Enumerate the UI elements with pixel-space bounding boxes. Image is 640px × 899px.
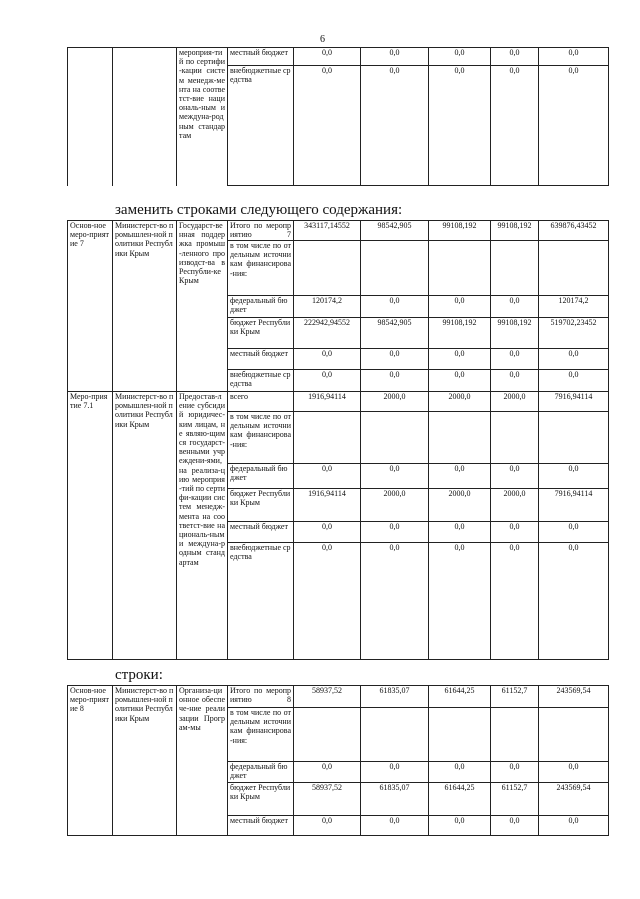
value-cell: 0,0 <box>429 522 491 543</box>
value-cell: 120174,2 <box>539 296 609 318</box>
funding-source: в том числе по отдельным источникам финансирова-ния: <box>228 708 294 762</box>
value-cell: 7916,94114 <box>539 392 609 412</box>
value-cell: 0,0 <box>361 296 429 318</box>
value-cell: 0,0 <box>491 522 539 543</box>
value-cell: 0,0 <box>539 370 609 392</box>
value-cell: 0,0 <box>491 464 539 489</box>
funding-source: местный бюджет <box>228 349 294 370</box>
value-cell: 2000,0 <box>429 489 491 522</box>
value-cell: 0,0 <box>361 370 429 392</box>
value-cell: 61152,7 <box>491 783 539 816</box>
value-cell: 0,0 <box>491 543 539 660</box>
value-cell: 0,0 <box>294 370 361 392</box>
measure-code: Основ-ное меро-приятие 7 <box>68 221 113 392</box>
measure-executor: Министерст-во промышлен-ной политики Республики Крым <box>113 392 177 660</box>
measure-executor: Министерст-во промышлен-ной политики Республики Крым <box>113 686 177 836</box>
value-cell: 0,0 <box>361 816 429 836</box>
replace-heading: заменить строками следующего содержания: <box>115 202 403 218</box>
value-cell: 0,0 <box>491 48 539 66</box>
value-cell: 0,0 <box>539 66 609 186</box>
value-cell: 0,0 <box>294 522 361 543</box>
value-cell: 2000,0 <box>491 489 539 522</box>
funding-source: внебюджетные средства <box>228 543 294 660</box>
funding-source: в том числе по отдельным источникам финансирова-ния: <box>228 241 294 296</box>
value-cell: 0,0 <box>429 370 491 392</box>
value-cell: 0,0 <box>429 464 491 489</box>
value-cell: 2000,0 <box>429 392 491 412</box>
value-cell: 0,0 <box>294 48 361 66</box>
value-cell: 2000,0 <box>361 392 429 412</box>
funding-source: федеральный бюджет <box>228 464 294 489</box>
funding-source: Итого по мероприятию 8 <box>228 686 294 708</box>
value-cell: 0,0 <box>429 543 491 660</box>
value-cell: 0,0 <box>294 762 361 783</box>
value-cell: 98542,905 <box>361 221 429 241</box>
funding-source: местный бюджет <box>228 48 294 66</box>
measure-content: Государст-венная поддержка промыш-ленного производст-ва в Республи-ке Крым <box>177 221 228 392</box>
rows-table <box>67 685 609 836</box>
value-cell: 0,0 <box>539 543 609 660</box>
value-cell: 0,0 <box>361 762 429 783</box>
value-cell: 58937,52 <box>294 783 361 816</box>
value-cell: 0,0 <box>429 762 491 783</box>
value-cell: 0,0 <box>429 66 491 186</box>
value-cell: 0,0 <box>491 296 539 318</box>
table-row <box>68 392 609 412</box>
value-cell: 0,0 <box>491 816 539 836</box>
table-row <box>68 221 609 241</box>
value-cell: 0,0 <box>539 48 609 66</box>
value-cell: 0,0 <box>294 464 361 489</box>
value-cell: 0,0 <box>429 48 491 66</box>
value-cell: 0,0 <box>491 370 539 392</box>
value-cell: 243569,54 <box>539 783 609 816</box>
funding-source: федеральный бюджет <box>228 762 294 783</box>
funding-source: федеральный бюджет <box>228 296 294 318</box>
funding-source: бюджет Республики Крым <box>228 318 294 349</box>
value-cell: 0,0 <box>539 522 609 543</box>
value-cell: 222942,94552 <box>294 318 361 349</box>
value-cell: 1916,94114 <box>294 489 361 522</box>
funding-source: местный бюджет <box>228 522 294 543</box>
funding-source: бюджет Республики Крым <box>228 783 294 816</box>
value-cell: 120174,2 <box>294 296 361 318</box>
measure-content: мероприя-тий по сертифи-кации систем менедж-мента на соответст-вие националь-ным и междуна-родным стандартам <box>177 48 228 186</box>
value-cell: 0,0 <box>539 349 609 370</box>
value-cell: 58937,52 <box>294 686 361 708</box>
value-cell: 0,0 <box>491 66 539 186</box>
value-cell: 61644,25 <box>429 686 491 708</box>
value-cell: 243569,54 <box>539 686 609 708</box>
replacement-table <box>67 220 609 660</box>
value-cell: 2000,0 <box>361 489 429 522</box>
value-cell: 99108,192 <box>491 318 539 349</box>
value-cell: 1916,94114 <box>294 392 361 412</box>
funding-source: всего <box>228 392 294 412</box>
value-cell: 99108,192 <box>491 221 539 241</box>
value-cell: 99108,192 <box>429 221 491 241</box>
value-cell: 99108,192 <box>429 318 491 349</box>
page-number: 6 <box>320 34 325 45</box>
value-cell: 0,0 <box>294 543 361 660</box>
funding-source: внебюджетные средства <box>228 66 294 186</box>
value-cell: 0,0 <box>361 522 429 543</box>
value-cell: 0,0 <box>491 762 539 783</box>
value-cell: 7916,94114 <box>539 489 609 522</box>
value-cell: 0,0 <box>539 816 609 836</box>
fragment-table <box>67 47 609 186</box>
value-cell: 0,0 <box>361 464 429 489</box>
value-cell: 0,0 <box>294 66 361 186</box>
value-cell: 0,0 <box>294 816 361 836</box>
value-cell: 61644,25 <box>429 783 491 816</box>
measure-code: Основ-ное меро-приятие 8 <box>68 686 113 836</box>
value-cell: 0,0 <box>539 464 609 489</box>
measure-executor: Министерст-во промышлен-ной политики Республики Крым <box>113 221 177 392</box>
value-cell: 0,0 <box>361 349 429 370</box>
value-cell: 0,0 <box>429 296 491 318</box>
measure-content: Предостав-ление субсидий юридичес-ким лицам, не являю-щимся государст-венными учреждени-ями, на реализа-цию мероприя-тий по сертифи-кации систем менедж-мента на соответст-вие националь-ным и междуна-родным стандартам <box>177 392 228 660</box>
value-cell: 0,0 <box>361 543 429 660</box>
value-cell: 0,0 <box>361 48 429 66</box>
value-cell: 343117,14552 <box>294 221 361 241</box>
value-cell: 0,0 <box>429 349 491 370</box>
funding-source: бюджет Республики Крым <box>228 489 294 522</box>
value-cell: 0,0 <box>361 66 429 186</box>
funding-source: внебюджетные средства <box>228 370 294 392</box>
measure-content: Организа-ционное обеспече-ние реализации Програм-мы <box>177 686 228 836</box>
value-cell: 2000,0 <box>491 392 539 412</box>
rows-heading: строки: <box>115 667 163 683</box>
value-cell: 519702,23452 <box>539 318 609 349</box>
funding-source: местный бюджет <box>228 816 294 836</box>
value-cell: 639876,43452 <box>539 221 609 241</box>
value-cell: 61835,07 <box>361 686 429 708</box>
value-cell: 0,0 <box>294 349 361 370</box>
funding-source: Итого по мероприятию 7 <box>228 221 294 241</box>
value-cell: 98542,905 <box>361 318 429 349</box>
measure-code: Меро-приятие 7.1 <box>68 392 113 660</box>
funding-source: в том числе по отдельным источникам финансирова-ния: <box>228 412 294 464</box>
value-cell: 61835,07 <box>361 783 429 816</box>
table-row <box>68 48 609 66</box>
value-cell: 61152,7 <box>491 686 539 708</box>
value-cell: 0,0 <box>539 762 609 783</box>
value-cell: 0,0 <box>429 816 491 836</box>
table-row <box>68 686 609 708</box>
value-cell: 0,0 <box>491 349 539 370</box>
